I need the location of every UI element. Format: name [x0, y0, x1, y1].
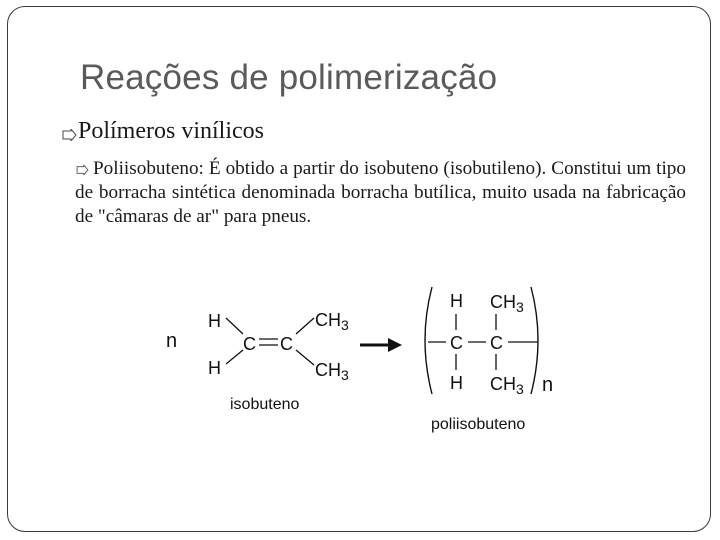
polymer-label: poliisobuteno	[431, 416, 526, 433]
reaction-arrow-icon	[360, 338, 402, 352]
bullet-level2-text: Poliisobuteno: É obtido a partir do isobuteno (isobutileno). Constitui um tipo de borracha sintética denominada borracha butílica, muito usada na fabricação de "câmaras de ar" para pneus.	[75, 158, 686, 227]
polymer-c-left: C	[450, 333, 463, 353]
polymer-ch3-top: $CH_3$	[490, 292, 524, 315]
coefficient-n: n	[166, 330, 178, 352]
monomer-c-left: C	[243, 334, 256, 354]
polymer-ch3-bottom: $CH_3$	[490, 374, 524, 397]
bond-line	[226, 318, 243, 334]
polymer-c-right: C	[490, 333, 503, 353]
right-bracket	[531, 287, 538, 394]
polymer-h-bottom: H	[450, 373, 463, 393]
monomer-label: isobuteno	[230, 396, 300, 413]
bullet-level1-text: Polímeros vinílicos	[78, 118, 264, 144]
bond-line	[226, 350, 243, 364]
polymer-subscript-n: n	[542, 374, 554, 396]
polymer-h-top: H	[450, 291, 463, 311]
monomer-h-top: H	[208, 311, 221, 331]
monomer-ch3-bottom: $CH_3$	[315, 360, 349, 383]
monomer-ch3-top: $CH_3$	[315, 310, 349, 333]
bond-line	[296, 318, 314, 334]
monomer-c-right: C	[280, 334, 293, 354]
bond-line	[296, 350, 314, 365]
slide-title: Reações de polimerização	[80, 58, 498, 97]
left-bracket	[425, 287, 432, 394]
monomer-h-bottom: H	[208, 358, 221, 378]
